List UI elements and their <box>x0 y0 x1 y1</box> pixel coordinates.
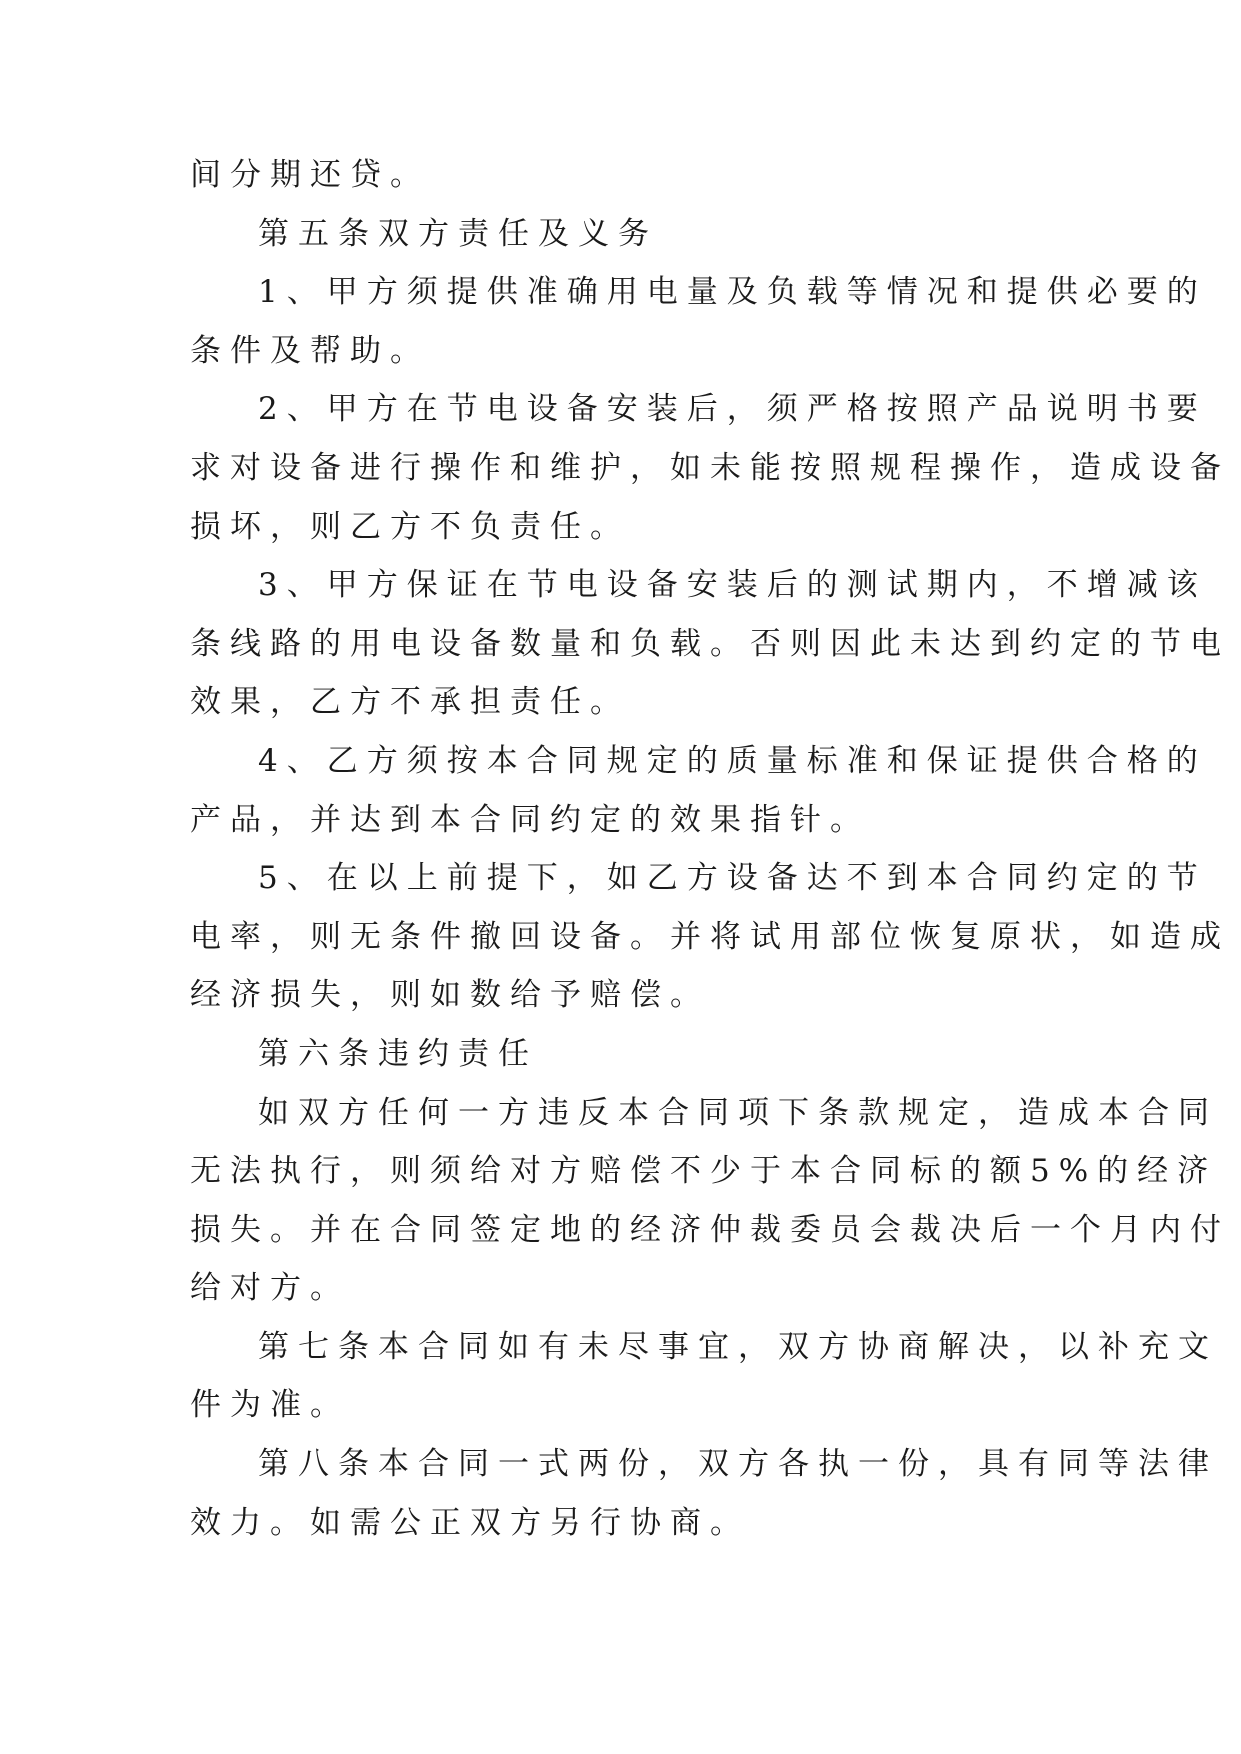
text-line: 1、甲方须提供准确用电量及负载等情况和提供必要的 <box>258 274 1207 311</box>
text-line: 求对设备进行操作和维护，如未能按照规程操作，造成设备 <box>190 449 1230 486</box>
text-line: 损坏，则乙方不负责任。 <box>190 508 630 545</box>
text-line: 第八条本合同一式两份，双方各执一份，具有同等法律 <box>258 1446 1218 1483</box>
text-line: 无法执行，则须给对方赔偿不少于本合同标的额5%的经济 <box>190 1153 1218 1190</box>
text-line: 第七条本合同如有未尽事宜，双方协商解决，以补充文 <box>258 1328 1218 1365</box>
text-line: 给对方。 <box>190 1270 350 1307</box>
text-line: 条线路的用电设备数量和负载。否则因此未达到约定的节电 <box>190 625 1230 662</box>
text-line: 如双方任何一方违反本合同项下条款规定，造成本合同 <box>258 1094 1218 1131</box>
text-line: 4、乙方须按本合同规定的质量标准和保证提供合格的 <box>258 742 1207 779</box>
text-line: 件为准。 <box>190 1387 350 1424</box>
text-line: 2、甲方在节电设备安装后，须严格按照产品说明书要 <box>258 391 1207 428</box>
text-line: 经济损失，则如数给予赔偿。 <box>190 977 710 1014</box>
section-heading: 第六条违约责任 <box>258 1035 538 1072</box>
text-line: 条件及帮助。 <box>190 332 430 369</box>
text-line: 电率，则无条件撤回设备。并将试用部位恢复原状，如造成 <box>190 918 1230 955</box>
document-page <box>190 146 1230 1552</box>
text-line: 损失。并在合同签定地的经济仲裁委员会裁决后一个月内付 <box>190 1211 1230 1248</box>
text-line: 效果，乙方不承担责任。 <box>190 684 630 721</box>
text-line: 产品，并达到本合同约定的效果指针。 <box>190 801 870 838</box>
section-heading: 第五条双方责任及义务 <box>258 215 658 252</box>
text-line: 间分期还贷。 <box>190 157 430 193</box>
text-line: 5、在以上前提下，如乙方设备达不到本合同约定的节 <box>258 860 1207 897</box>
text-line: 效力。如需公正双方另行协商。 <box>190 1504 750 1541</box>
text-line: 3、甲方保证在节电设备安装后的测试期内，不增减该 <box>258 567 1207 604</box>
